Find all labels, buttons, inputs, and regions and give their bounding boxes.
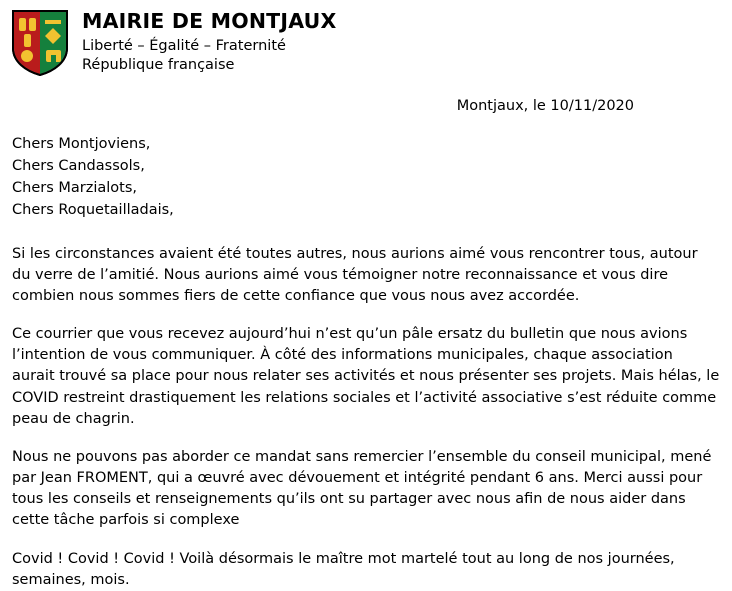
salutation-line: Chers Marzialots,: [12, 180, 137, 197]
letter-paragraph: Ce courrier que vous recevez aujourd’hui n’est qu’un pâle ersatz du bulletin que nous avions l’intention de vous communiquer. À côté des informations municipales, chaque association aurait trouvé sa place pour nous relater ses activités et nous présenter ses projets. Mais hélas, le COVID restreint drastiquement les relations sociales et l’activité associative s’est réduite comme peau de chagrin.: [12, 326, 720, 427]
letter-body: [12, 134, 720, 591]
salutation-line: Chers Roquetailladais,: [12, 202, 174, 219]
salutation-line: Chers Candassols,: [12, 158, 145, 175]
dateline: Montjaux, le 10/11/2020: [456, 98, 634, 114]
letter-paragraph: Nous ne pouvons pas aborder ce mandat sans remercier l’ensemble du conseil municipal, mené par Jean FROMENT, qui a œuvré avec dévouement et intégrité pendant 6 ans. Merci aussi pour tous les conseils et renseignements qu’ils ont su partager avec nous afin de nous aider dans cette tâche parfois si complexe: [12, 448, 712, 529]
letter-paragraph: Si les circonstances avaient été toutes autres, nous aurions aimé vous rencontrer tous, autour du verre de l’amitié. Nous aurions aimé vous témoigner notre reconnaissance et vous dire combien nous sommes fiers de cette confiance que vous nous avez accordée.: [12, 245, 698, 304]
coat-of-arms-icon: [12, 10, 68, 76]
salutation-block: [12, 134, 720, 222]
organization-republic: République française: [82, 57, 235, 74]
organization-title: MAIRIE DE MONTJAUX: [82, 9, 337, 33]
salutation-line: Chers Montjoviens,: [12, 136, 151, 152]
letter-paragraph: Covid ! Covid ! Covid ! Voilà désormais le maître mot martelé tout au long de nos journées, semaines, mois.: [12, 550, 675, 588]
letterhead-text: [82, 8, 337, 76]
organization-motto: Liberté – Égalité – Fraternité: [82, 37, 286, 54]
letterhead: [12, 0, 720, 76]
